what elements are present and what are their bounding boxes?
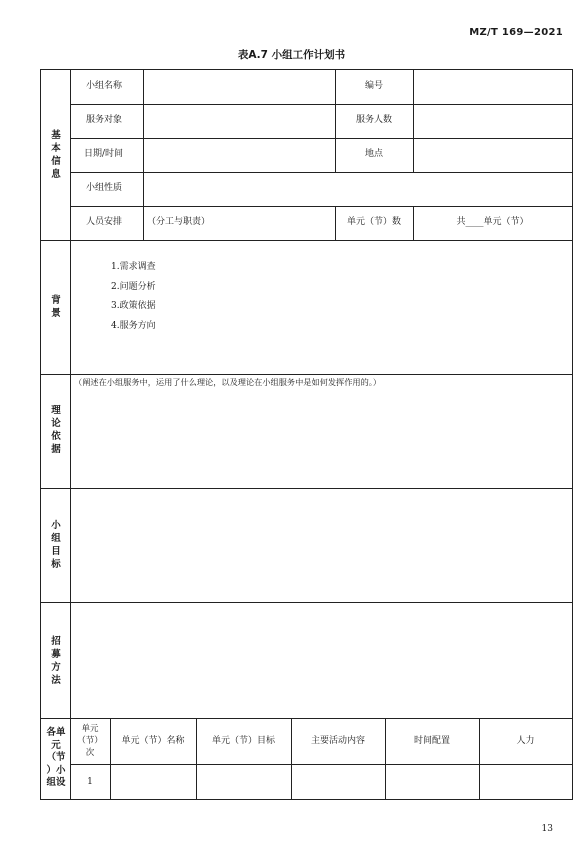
divider — [143, 70, 144, 240]
divider — [291, 718, 292, 799]
section-label-background: 背 景 — [51, 295, 61, 319]
units-count-label: 单元（节）数 — [346, 217, 401, 227]
divider — [110, 718, 111, 799]
standard-code: MZ/T 169—2021 — [469, 27, 563, 38]
units-col-header-activities: 主要活动内容 — [310, 736, 365, 746]
number-label: 编号 — [364, 81, 383, 91]
background-item: 4.服务方向 — [111, 321, 156, 331]
units-count-value: 共____单元（节） — [456, 217, 529, 227]
divider — [479, 718, 480, 799]
location-label: 地点 — [364, 149, 383, 159]
divider — [413, 70, 414, 172]
divider — [41, 240, 572, 241]
divider — [196, 718, 197, 799]
background-item: 1.需求调查 — [111, 262, 156, 272]
units-col-header-time: 时间配置 — [413, 736, 450, 746]
units-col-header-session: 单元 （节） 次 — [77, 724, 103, 758]
section-label-recruitment: 招 募 方 法 — [51, 636, 61, 686]
staffing-label: 人员安排 — [86, 217, 123, 227]
divider — [70, 206, 572, 207]
service-count-label: 服务人数 — [355, 115, 392, 125]
divider — [41, 718, 572, 719]
service-target-label: 服务对象 — [86, 115, 123, 125]
divider — [41, 374, 572, 375]
datetime-label: 日期/时间 — [84, 149, 124, 159]
group-nature-label: 小组性质 — [86, 183, 123, 193]
divider — [41, 602, 572, 603]
staffing-hint: （分工与职责） — [147, 217, 211, 227]
group-name-label: 小组名称 — [86, 81, 123, 91]
plan-table — [40, 69, 573, 800]
section-label-units-design: 各单 元 （节 ）小 组设 — [46, 727, 66, 788]
divider — [385, 718, 386, 799]
background-item: 2.问题分析 — [111, 282, 156, 292]
section-label-goals: 小 组 目 标 — [51, 520, 61, 570]
theory-hint: （阐述在小组服务中，运用了什么理论，以及理论在小组服务中是如何发挥作用的。） — [74, 377, 382, 387]
section-label-basic-info: 基 本 信 息 — [51, 130, 61, 180]
table-row: 1 — [87, 777, 93, 787]
table-title: 表A.7 小组工作计划书 — [237, 49, 346, 61]
divider — [70, 138, 572, 139]
divider — [41, 488, 572, 489]
page-number: 13 — [541, 824, 553, 834]
divider — [70, 104, 572, 105]
units-col-header-manpower: 人力 — [516, 736, 535, 746]
divider — [70, 172, 572, 173]
divider — [70, 764, 572, 765]
background-item: 3.政策依据 — [111, 301, 156, 311]
section-label-theory: 理 论 依 据 — [51, 405, 61, 455]
units-col-header-name: 单元（节）名称 — [121, 736, 185, 746]
units-col-header-goal: 单元（节）目标 — [211, 736, 275, 746]
